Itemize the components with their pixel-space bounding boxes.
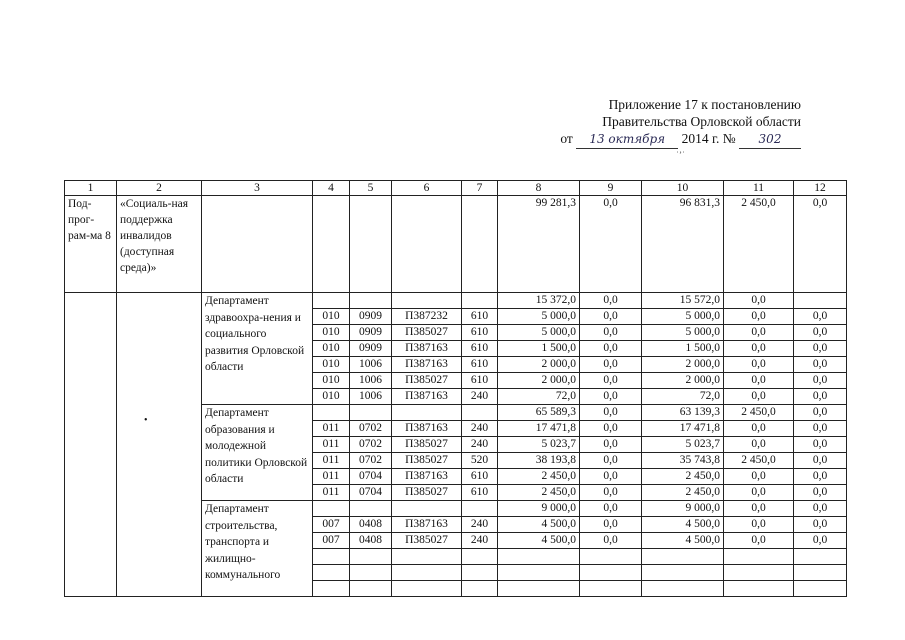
value-cell: 4 500,0	[498, 517, 580, 533]
value-cell: 0,0	[724, 389, 794, 405]
code-cell: 520	[462, 453, 498, 469]
value-cell: 2 000,0	[498, 373, 580, 389]
value-cell: 5 023,7	[642, 437, 724, 453]
code-cell: 0702	[350, 437, 392, 453]
value-cell: 2 450,0	[642, 469, 724, 485]
program-name: «Социаль-ная поддержка инвалидов (доступная среда)»	[117, 196, 202, 293]
code-cell: 011	[313, 437, 350, 453]
value-cell: 0,0	[724, 437, 794, 453]
code-cell: П387163	[392, 389, 462, 405]
value-cell: 9 000,0	[498, 501, 580, 517]
value-cell: 65 589,3	[498, 405, 580, 421]
code-cell: 0909	[350, 309, 392, 325]
value-cell: 2 450,0	[724, 405, 794, 421]
value-cell: 0,0	[724, 309, 794, 325]
value-cell: 2 450,0	[498, 469, 580, 485]
budget-table	[64, 180, 847, 597]
code-cell: 010	[313, 357, 350, 373]
value-cell: 0,0	[724, 373, 794, 389]
column-number-row	[65, 181, 847, 196]
value-cell: 0,0	[794, 517, 847, 533]
value-cell: 2 450,0	[724, 196, 794, 293]
code-cell: 0408	[350, 517, 392, 533]
value-cell: 0,0	[580, 453, 642, 469]
value-cell: 0,0	[794, 373, 847, 389]
code-cell: 011	[313, 453, 350, 469]
value-cell: 0,0	[580, 421, 642, 437]
code-cell: 0408	[350, 533, 392, 549]
value-cell: 0,0	[724, 421, 794, 437]
code-cell: 610	[462, 469, 498, 485]
code-cell: 240	[462, 437, 498, 453]
code-cell: П387163	[392, 469, 462, 485]
value-cell: 0,0	[724, 357, 794, 373]
value-cell: 5 000,0	[498, 325, 580, 341]
code-cell: 0702	[350, 453, 392, 469]
value-cell: 0,0	[794, 437, 847, 453]
value-cell: 2 000,0	[498, 357, 580, 373]
stray-mark: ˙’˙	[676, 150, 685, 160]
handwritten-number: 302	[739, 131, 801, 149]
value-cell: 15 372,0	[498, 293, 580, 309]
code-cell: 011	[313, 469, 350, 485]
code-cell: П385027	[392, 373, 462, 389]
value-cell: 0,0	[580, 533, 642, 549]
value-cell: 0,0	[580, 405, 642, 421]
code-cell: 1006	[350, 373, 392, 389]
value-cell: 63 139,3	[642, 405, 724, 421]
value-cell: 2 000,0	[642, 357, 724, 373]
code-cell: П387232	[392, 309, 462, 325]
code-cell: 011	[313, 485, 350, 501]
code-cell: П385027	[392, 533, 462, 549]
department-name: Департамент здравоохра-нения и социального развития Орловской области	[202, 293, 313, 405]
value-cell: 2 000,0	[642, 373, 724, 389]
header-from: от	[560, 131, 573, 146]
value-cell: 35 743,8	[642, 453, 724, 469]
col-head: 9	[580, 181, 642, 196]
code-cell: 610	[462, 309, 498, 325]
value-cell: 0,0	[794, 341, 847, 357]
value-cell: 0,0	[724, 293, 794, 309]
value-cell: 2 450,0	[498, 485, 580, 501]
value-cell: 5 023,7	[498, 437, 580, 453]
code-cell: 010	[313, 373, 350, 389]
col-head: 6	[392, 181, 462, 196]
value-cell: 0,0	[580, 309, 642, 325]
header-line-3	[501, 130, 801, 149]
code-cell: П385027	[392, 485, 462, 501]
value-cell: 5 000,0	[642, 325, 724, 341]
value-cell: 0,0	[580, 341, 642, 357]
value-cell: 0,0	[580, 293, 642, 309]
document-header	[501, 96, 801, 149]
value-cell: 0,0	[794, 421, 847, 437]
code-cell: П387163	[392, 357, 462, 373]
col-head: 8	[498, 181, 580, 196]
code-cell: 0909	[350, 341, 392, 357]
value-cell: 4 500,0	[498, 533, 580, 549]
code-cell: 610	[462, 325, 498, 341]
value-cell: 0,0	[724, 517, 794, 533]
value-cell: 0,0	[794, 325, 847, 341]
value-cell: 9 000,0	[642, 501, 724, 517]
value-cell: 0,0	[724, 501, 794, 517]
value-cell: 0,0	[580, 325, 642, 341]
value-cell: 0,0	[580, 373, 642, 389]
value-cell: 0,0	[794, 405, 847, 421]
value-cell: 38 193,8	[498, 453, 580, 469]
value-cell: 0,0	[724, 325, 794, 341]
code-cell: 007	[313, 517, 350, 533]
col-head: 4	[313, 181, 350, 196]
department-total-row	[65, 293, 847, 309]
header-year: 2014 г. №	[681, 131, 736, 146]
header-line-1: Приложение 17 к постановлению	[608, 97, 801, 112]
value-cell: 0,0	[580, 389, 642, 405]
header-line-2: Правительства Орловской области	[602, 114, 801, 129]
value-cell: 0,0	[580, 357, 642, 373]
value-cell: 99 281,3	[498, 196, 580, 293]
value-cell	[794, 293, 847, 309]
value-cell: 0,0	[794, 501, 847, 517]
value-cell: 1 500,0	[642, 341, 724, 357]
code-cell: 610	[462, 485, 498, 501]
value-cell: 1 500,0	[498, 341, 580, 357]
value-cell: 0,0	[794, 533, 847, 549]
code-cell: П387163	[392, 517, 462, 533]
code-cell: 610	[462, 341, 498, 357]
value-cell: 96 831,3	[642, 196, 724, 293]
value-cell: 0,0	[794, 469, 847, 485]
value-cell: 5 000,0	[642, 309, 724, 325]
value-cell: 0,0	[794, 196, 847, 293]
value-cell: 0,0	[724, 533, 794, 549]
col-head: 10	[642, 181, 724, 196]
value-cell: 2 450,0	[724, 453, 794, 469]
code-cell: 610	[462, 373, 498, 389]
code-cell: 010	[313, 389, 350, 405]
value-cell: 72,0	[498, 389, 580, 405]
code-cell: 240	[462, 421, 498, 437]
code-cell: 1006	[350, 357, 392, 373]
code-cell: 1006	[350, 389, 392, 405]
col-head: 7	[462, 181, 498, 196]
value-cell: 72,0	[642, 389, 724, 405]
code-cell: 010	[313, 341, 350, 357]
value-cell: 0,0	[580, 485, 642, 501]
code-cell: 240	[462, 389, 498, 405]
code-cell: 0704	[350, 469, 392, 485]
value-cell: 0,0	[724, 341, 794, 357]
col-head: 3	[202, 181, 313, 196]
value-cell: 4 500,0	[642, 533, 724, 549]
value-cell: 5 000,0	[498, 309, 580, 325]
code-cell: П387163	[392, 341, 462, 357]
department-name: Департамент образования и молодежной политики Орловской области	[202, 405, 313, 501]
code-cell: 010	[313, 325, 350, 341]
code-cell: 0704	[350, 485, 392, 501]
code-cell: 0702	[350, 421, 392, 437]
code-cell: 0909	[350, 325, 392, 341]
value-cell: 0,0	[580, 517, 642, 533]
code-cell: 010	[313, 309, 350, 325]
value-cell: 0,0	[794, 485, 847, 501]
handwritten-date: 13 октября	[576, 131, 678, 149]
value-cell: 4 500,0	[642, 517, 724, 533]
value-cell: 0,0	[794, 309, 847, 325]
program-code: Под-прог-рам-ма 8	[65, 196, 117, 293]
code-cell: П385027	[392, 325, 462, 341]
code-cell: 011	[313, 421, 350, 437]
col-head: 12	[794, 181, 847, 196]
value-cell: 17 471,8	[642, 421, 724, 437]
code-cell: П385027	[392, 453, 462, 469]
code-cell: 240	[462, 517, 498, 533]
col-head: 2	[117, 181, 202, 196]
value-cell: 0,0	[580, 501, 642, 517]
code-cell: 240	[462, 533, 498, 549]
col-head: 11	[724, 181, 794, 196]
value-cell: 0,0	[724, 485, 794, 501]
value-cell: 17 471,8	[498, 421, 580, 437]
code-cell: 610	[462, 357, 498, 373]
value-cell: 0,0	[794, 453, 847, 469]
value-cell: 2 450,0	[642, 485, 724, 501]
value-cell: 0,0	[580, 196, 642, 293]
code-cell: 007	[313, 533, 350, 549]
col-head: 5	[350, 181, 392, 196]
department-name: Департамент строительства, транспорта и жилищно-коммунального	[202, 501, 313, 597]
value-cell: 0,0	[724, 469, 794, 485]
program-total-row	[65, 196, 847, 293]
value-cell: 0,0	[794, 357, 847, 373]
code-cell: П387163	[392, 421, 462, 437]
col-head: 1	[65, 181, 117, 196]
value-cell: 15 572,0	[642, 293, 724, 309]
code-cell: П385027	[392, 437, 462, 453]
stray-dot: •	[144, 415, 148, 426]
value-cell: 0,0	[580, 437, 642, 453]
value-cell: 0,0	[580, 469, 642, 485]
value-cell: 0,0	[794, 389, 847, 405]
